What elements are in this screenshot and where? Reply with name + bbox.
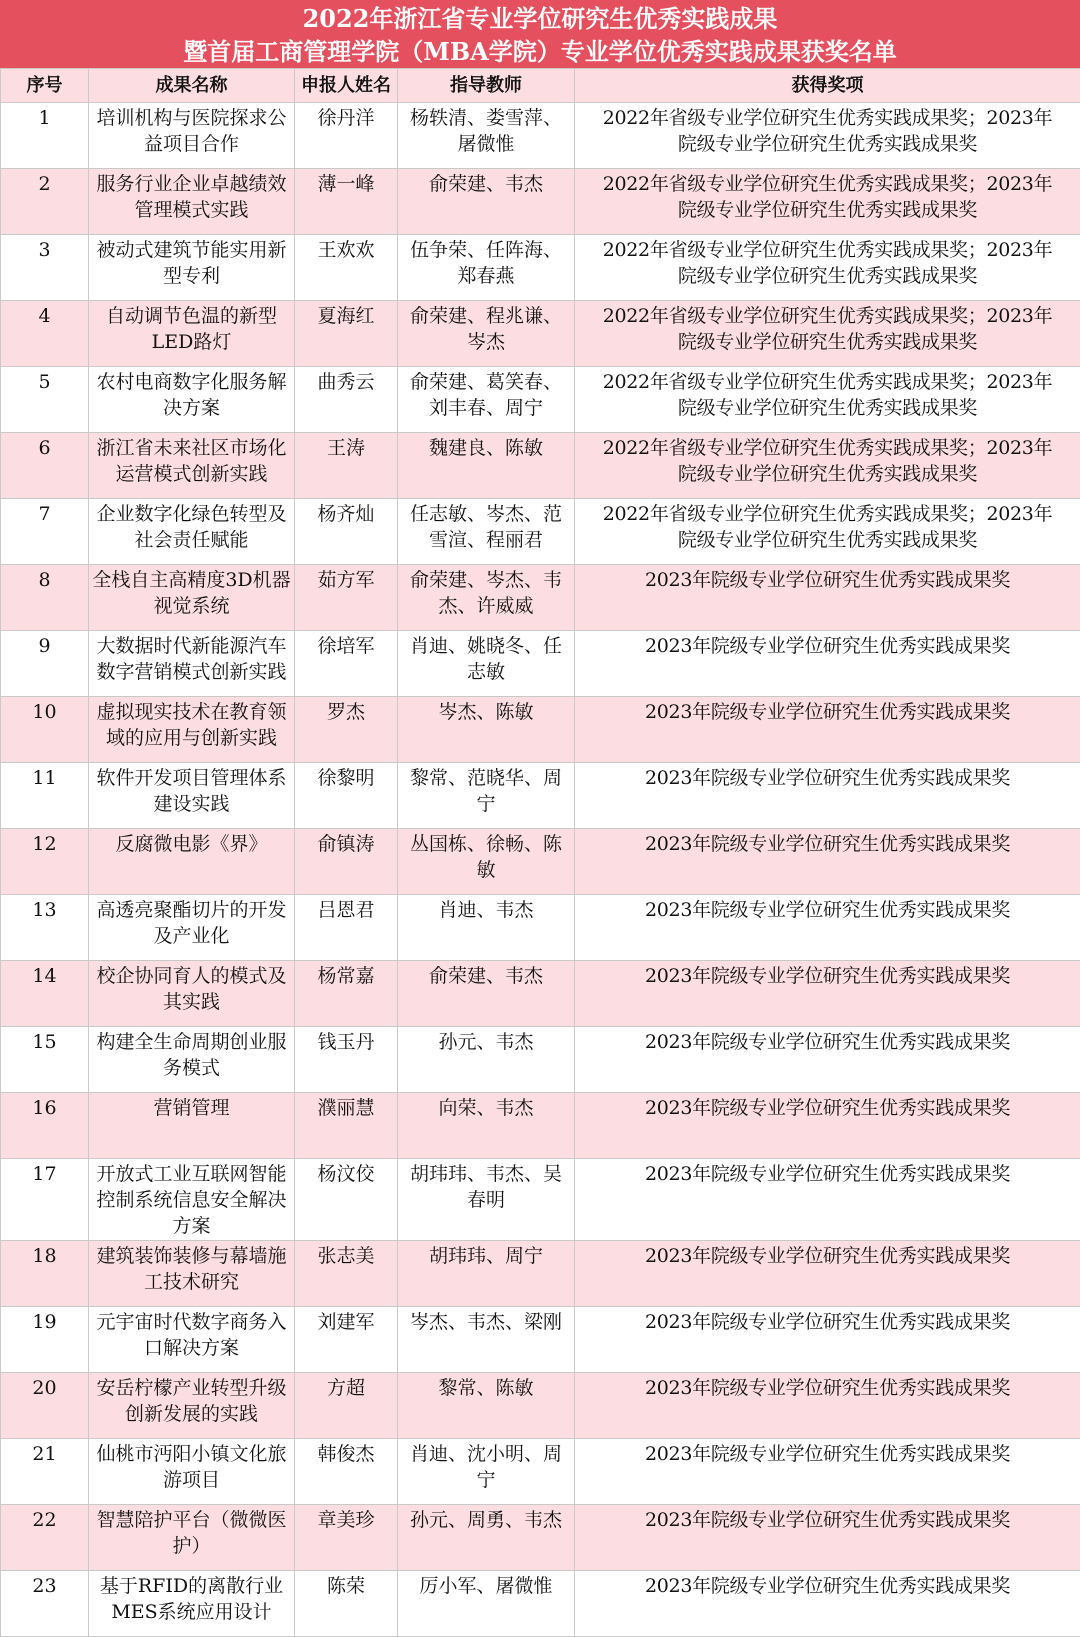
cell-applicant: 韩俊杰 bbox=[295, 1439, 398, 1505]
cell-applicant: 俞镇涛 bbox=[295, 829, 398, 895]
award-line-1: 2023年院级专业学位研究生优秀实践成果奖 bbox=[578, 1095, 1077, 1121]
table-row bbox=[1, 1093, 1080, 1159]
cell-advisor: 胡玮玮、周宁 bbox=[398, 1241, 575, 1307]
award-line-1: 2023年院级专业学位研究生优秀实践成果奖 bbox=[578, 963, 1077, 989]
cell-award bbox=[575, 961, 1080, 1027]
cell-advisor: 肖迪、姚晓冬、任志敏 bbox=[398, 631, 575, 697]
cell-advisor: 肖迪、韦杰 bbox=[398, 895, 575, 961]
cell-award bbox=[575, 697, 1080, 763]
cell-index: 21 bbox=[1, 1439, 89, 1505]
cell-index: 13 bbox=[1, 895, 89, 961]
cell-award bbox=[575, 1373, 1080, 1439]
cell-name: 软件开发项目管理体系建设实践 bbox=[89, 763, 295, 829]
cell-award bbox=[575, 235, 1080, 301]
table-row bbox=[1, 961, 1080, 1027]
award-line-2: 院级专业学位研究生优秀实践成果奖 bbox=[578, 263, 1077, 289]
cell-applicant: 茹方军 bbox=[295, 565, 398, 631]
award-line-1: 2023年院级专业学位研究生优秀实践成果奖 bbox=[578, 831, 1077, 857]
cell-award bbox=[575, 631, 1080, 697]
cell-name: 服务行业企业卓越绩效管理模式实践 bbox=[89, 169, 295, 235]
table-row bbox=[1, 631, 1080, 697]
cell-award bbox=[575, 1307, 1080, 1373]
cell-name: 农村电商数字化服务解决方案 bbox=[89, 367, 295, 433]
cell-award bbox=[575, 1093, 1080, 1159]
award-line-1: 2023年院级专业学位研究生优秀实践成果奖 bbox=[578, 897, 1077, 923]
award-line-1: 2022年省级专业学位研究生优秀实践成果奖；2023年 bbox=[578, 369, 1077, 395]
award-line-1: 2023年院级专业学位研究生优秀实践成果奖 bbox=[578, 1309, 1077, 1335]
cell-advisor: 丛国栋、徐畅、陈敏 bbox=[398, 829, 575, 895]
award-line-1: 2023年院级专业学位研究生优秀实践成果奖 bbox=[578, 1441, 1077, 1467]
cell-name: 高透亮聚酯切片的开发及产业化 bbox=[89, 895, 295, 961]
award-line-2: 院级专业学位研究生优秀实践成果奖 bbox=[578, 461, 1077, 487]
cell-award bbox=[575, 1159, 1080, 1241]
award-line-2: 院级专业学位研究生优秀实践成果奖 bbox=[578, 329, 1077, 355]
table-row bbox=[1, 103, 1080, 169]
award-line-1: 2023年院级专业学位研究生优秀实践成果奖 bbox=[578, 1375, 1077, 1401]
award-line-1: 2022年省级专业学位研究生优秀实践成果奖；2023年 bbox=[578, 435, 1077, 461]
cell-award bbox=[575, 895, 1080, 961]
cell-award bbox=[575, 169, 1080, 235]
cell-award bbox=[575, 433, 1080, 499]
award-line-1: 2023年院级专业学位研究生优秀实践成果奖 bbox=[578, 1029, 1077, 1055]
cell-advisor: 杨轶清、娄雪萍、屠微惟 bbox=[398, 103, 575, 169]
award-line-2: 院级专业学位研究生优秀实践成果奖 bbox=[578, 395, 1077, 421]
award-line-1: 2023年院级专业学位研究生优秀实践成果奖 bbox=[578, 1507, 1077, 1533]
award-line-2: 院级专业学位研究生优秀实践成果奖 bbox=[578, 527, 1077, 553]
cell-index: 14 bbox=[1, 961, 89, 1027]
table-row bbox=[1, 1439, 1080, 1505]
award-line-2: 院级专业学位研究生优秀实践成果奖 bbox=[578, 197, 1077, 223]
cell-index: 18 bbox=[1, 1241, 89, 1307]
award-line-1: 2023年院级专业学位研究生优秀实践成果奖 bbox=[578, 633, 1077, 659]
table-row bbox=[1, 367, 1080, 433]
table-row bbox=[1, 499, 1080, 565]
title-line-2: 暨首届工商管理学院（MBA学院）专业学位优秀实践成果获奖名单 bbox=[0, 35, 1080, 68]
cell-name: 自动调节色温的新型LED路灯 bbox=[89, 301, 295, 367]
cell-advisor: 俞荣建、岑杰、韦杰、许威威 bbox=[398, 565, 575, 631]
award-line-1: 2022年省级专业学位研究生优秀实践成果奖；2023年 bbox=[578, 303, 1077, 329]
cell-index: 5 bbox=[1, 367, 89, 433]
cell-applicant: 薄一峰 bbox=[295, 169, 398, 235]
cell-applicant: 杨齐灿 bbox=[295, 499, 398, 565]
cell-name: 智慧陪护平台（微微医护） bbox=[89, 1505, 295, 1571]
cell-name: 构建全生命周期创业服务模式 bbox=[89, 1027, 295, 1093]
table-row bbox=[1, 895, 1080, 961]
cell-advisor: 任志敏、岑杰、范雪渲、程丽君 bbox=[398, 499, 575, 565]
cell-index: 19 bbox=[1, 1307, 89, 1373]
table-row bbox=[1, 1159, 1080, 1241]
document-title bbox=[0, 0, 1080, 68]
cell-advisor: 俞荣建、韦杰 bbox=[398, 961, 575, 1027]
table-body bbox=[1, 103, 1080, 1637]
table-row bbox=[1, 1505, 1080, 1571]
cell-award bbox=[575, 565, 1080, 631]
cell-name: 元宇宙时代数字商务入口解决方案 bbox=[89, 1307, 295, 1373]
cell-award bbox=[575, 1505, 1080, 1571]
cell-applicant: 王欢欢 bbox=[295, 235, 398, 301]
award-line-1: 2023年院级专业学位研究生优秀实践成果奖 bbox=[578, 567, 1077, 593]
cell-advisor: 黎常、陈敏 bbox=[398, 1373, 575, 1439]
award-line-1: 2023年院级专业学位研究生优秀实践成果奖 bbox=[578, 699, 1077, 725]
cell-name: 全栈自主高精度3D机器视觉系统 bbox=[89, 565, 295, 631]
cell-index: 10 bbox=[1, 697, 89, 763]
cell-award bbox=[575, 499, 1080, 565]
cell-applicant: 吕恩君 bbox=[295, 895, 398, 961]
cell-applicant: 方超 bbox=[295, 1373, 398, 1439]
table-row bbox=[1, 433, 1080, 499]
cell-index: 11 bbox=[1, 763, 89, 829]
cell-name: 仙桃市沔阳小镇文化旅游项目 bbox=[89, 1439, 295, 1505]
cell-applicant: 杨常嘉 bbox=[295, 961, 398, 1027]
cell-index: 9 bbox=[1, 631, 89, 697]
cell-advisor: 向荣、韦杰 bbox=[398, 1093, 575, 1159]
cell-applicant: 张志美 bbox=[295, 1241, 398, 1307]
cell-applicant: 罗杰 bbox=[295, 697, 398, 763]
table-row bbox=[1, 1373, 1080, 1439]
cell-award bbox=[575, 1241, 1080, 1307]
cell-award bbox=[575, 1439, 1080, 1505]
cell-index: 23 bbox=[1, 1571, 89, 1637]
table-row bbox=[1, 169, 1080, 235]
cell-name: 开放式工业互联网智能控制系统信息安全解决方案 bbox=[89, 1159, 295, 1241]
cell-applicant: 杨汶佼 bbox=[295, 1159, 398, 1241]
table-row bbox=[1, 829, 1080, 895]
cell-name: 浙江省未来社区市场化运营模式创新实践 bbox=[89, 433, 295, 499]
award-line-1: 2023年院级专业学位研究生优秀实践成果奖 bbox=[578, 765, 1077, 791]
cell-name: 虚拟现实技术在教育领域的应用与创新实践 bbox=[89, 697, 295, 763]
header-index: 序号 bbox=[1, 69, 89, 103]
cell-name: 安岳柠檬产业转型升级创新发展的实践 bbox=[89, 1373, 295, 1439]
cell-applicant: 钱玉丹 bbox=[295, 1027, 398, 1093]
cell-award bbox=[575, 103, 1080, 169]
award-line-2: 院级专业学位研究生优秀实践成果奖 bbox=[578, 131, 1077, 157]
cell-applicant: 徐黎明 bbox=[295, 763, 398, 829]
cell-name: 营销管理 bbox=[89, 1093, 295, 1159]
cell-index: 15 bbox=[1, 1027, 89, 1093]
cell-name: 被动式建筑节能实用新型专利 bbox=[89, 235, 295, 301]
cell-award bbox=[575, 367, 1080, 433]
cell-advisor: 俞荣建、程兆谦、岑杰 bbox=[398, 301, 575, 367]
cell-index: 2 bbox=[1, 169, 89, 235]
header-applicant: 申报人姓名 bbox=[295, 69, 398, 103]
cell-index: 17 bbox=[1, 1159, 89, 1241]
cell-index: 7 bbox=[1, 499, 89, 565]
header-row bbox=[1, 69, 1080, 103]
award-line-1: 2023年院级专业学位研究生优秀实践成果奖 bbox=[578, 1161, 1077, 1187]
title-line-1: 2022年浙江省专业学位研究生优秀实践成果 bbox=[0, 2, 1080, 35]
award-line-1: 2023年院级专业学位研究生优秀实践成果奖 bbox=[578, 1573, 1077, 1599]
cell-advisor: 肖迪、沈小明、周宁 bbox=[398, 1439, 575, 1505]
cell-applicant: 夏海红 bbox=[295, 301, 398, 367]
cell-applicant: 刘建军 bbox=[295, 1307, 398, 1373]
cell-award bbox=[575, 1027, 1080, 1093]
table-row bbox=[1, 235, 1080, 301]
cell-index: 20 bbox=[1, 1373, 89, 1439]
cell-advisor: 伍争荣、任阵海、郑春燕 bbox=[398, 235, 575, 301]
cell-name: 建筑装饰装修与幕墙施工技术研究 bbox=[89, 1241, 295, 1307]
award-line-1: 2022年省级专业学位研究生优秀实践成果奖；2023年 bbox=[578, 105, 1077, 131]
cell-index: 22 bbox=[1, 1505, 89, 1571]
cell-award bbox=[575, 829, 1080, 895]
cell-advisor: 孙元、韦杰 bbox=[398, 1027, 575, 1093]
cell-index: 12 bbox=[1, 829, 89, 895]
table-row bbox=[1, 763, 1080, 829]
table-row bbox=[1, 565, 1080, 631]
award-line-1: 2022年省级专业学位研究生优秀实践成果奖；2023年 bbox=[578, 171, 1077, 197]
cell-advisor: 厉小军、屠微惟 bbox=[398, 1571, 575, 1637]
table-row bbox=[1, 301, 1080, 367]
cell-index: 3 bbox=[1, 235, 89, 301]
cell-advisor: 魏建良、陈敏 bbox=[398, 433, 575, 499]
cell-applicant: 濮丽慧 bbox=[295, 1093, 398, 1159]
cell-name: 企业数字化绿色转型及社会责任赋能 bbox=[89, 499, 295, 565]
cell-applicant: 王涛 bbox=[295, 433, 398, 499]
cell-advisor: 黎常、范晓华、周宁 bbox=[398, 763, 575, 829]
cell-advisor: 岑杰、韦杰、梁刚 bbox=[398, 1307, 575, 1373]
cell-applicant: 陈荣 bbox=[295, 1571, 398, 1637]
award-line-1: 2023年院级专业学位研究生优秀实践成果奖 bbox=[578, 1243, 1077, 1269]
cell-index: 16 bbox=[1, 1093, 89, 1159]
cell-advisor: 孙元、周勇、韦杰 bbox=[398, 1505, 575, 1571]
cell-index: 6 bbox=[1, 433, 89, 499]
cell-award bbox=[575, 763, 1080, 829]
cell-name: 反腐微电影《界》 bbox=[89, 829, 295, 895]
awards-table bbox=[0, 68, 1080, 1637]
cell-advisor: 岑杰、陈敏 bbox=[398, 697, 575, 763]
cell-index: 4 bbox=[1, 301, 89, 367]
cell-name: 校企协同育人的模式及其实践 bbox=[89, 961, 295, 1027]
cell-name: 培训机构与医院探求公益项目合作 bbox=[89, 103, 295, 169]
table-row bbox=[1, 1307, 1080, 1373]
cell-index: 8 bbox=[1, 565, 89, 631]
table-row bbox=[1, 1241, 1080, 1307]
cell-name: 基于RFID的离散行业MES系统应用设计 bbox=[89, 1571, 295, 1637]
cell-advisor: 俞荣建、韦杰 bbox=[398, 169, 575, 235]
cell-applicant: 徐培军 bbox=[295, 631, 398, 697]
header-advisor: 指导教师 bbox=[398, 69, 575, 103]
cell-applicant: 曲秀云 bbox=[295, 367, 398, 433]
award-line-1: 2022年省级专业学位研究生优秀实践成果奖；2023年 bbox=[578, 501, 1077, 527]
cell-advisor: 胡玮玮、韦杰、吴春明 bbox=[398, 1159, 575, 1241]
header-award: 获得奖项 bbox=[575, 69, 1080, 103]
cell-award bbox=[575, 301, 1080, 367]
table-row bbox=[1, 1027, 1080, 1093]
header-name: 成果名称 bbox=[89, 69, 295, 103]
award-line-1: 2022年省级专业学位研究生优秀实践成果奖；2023年 bbox=[578, 237, 1077, 263]
cell-index: 1 bbox=[1, 103, 89, 169]
cell-applicant: 章美珍 bbox=[295, 1505, 398, 1571]
table-row bbox=[1, 697, 1080, 763]
cell-applicant: 徐丹洋 bbox=[295, 103, 398, 169]
cell-name: 大数据时代新能源汽车数字营销模式创新实践 bbox=[89, 631, 295, 697]
cell-advisor: 俞荣建、葛笑春、刘丰春、周宁 bbox=[398, 367, 575, 433]
